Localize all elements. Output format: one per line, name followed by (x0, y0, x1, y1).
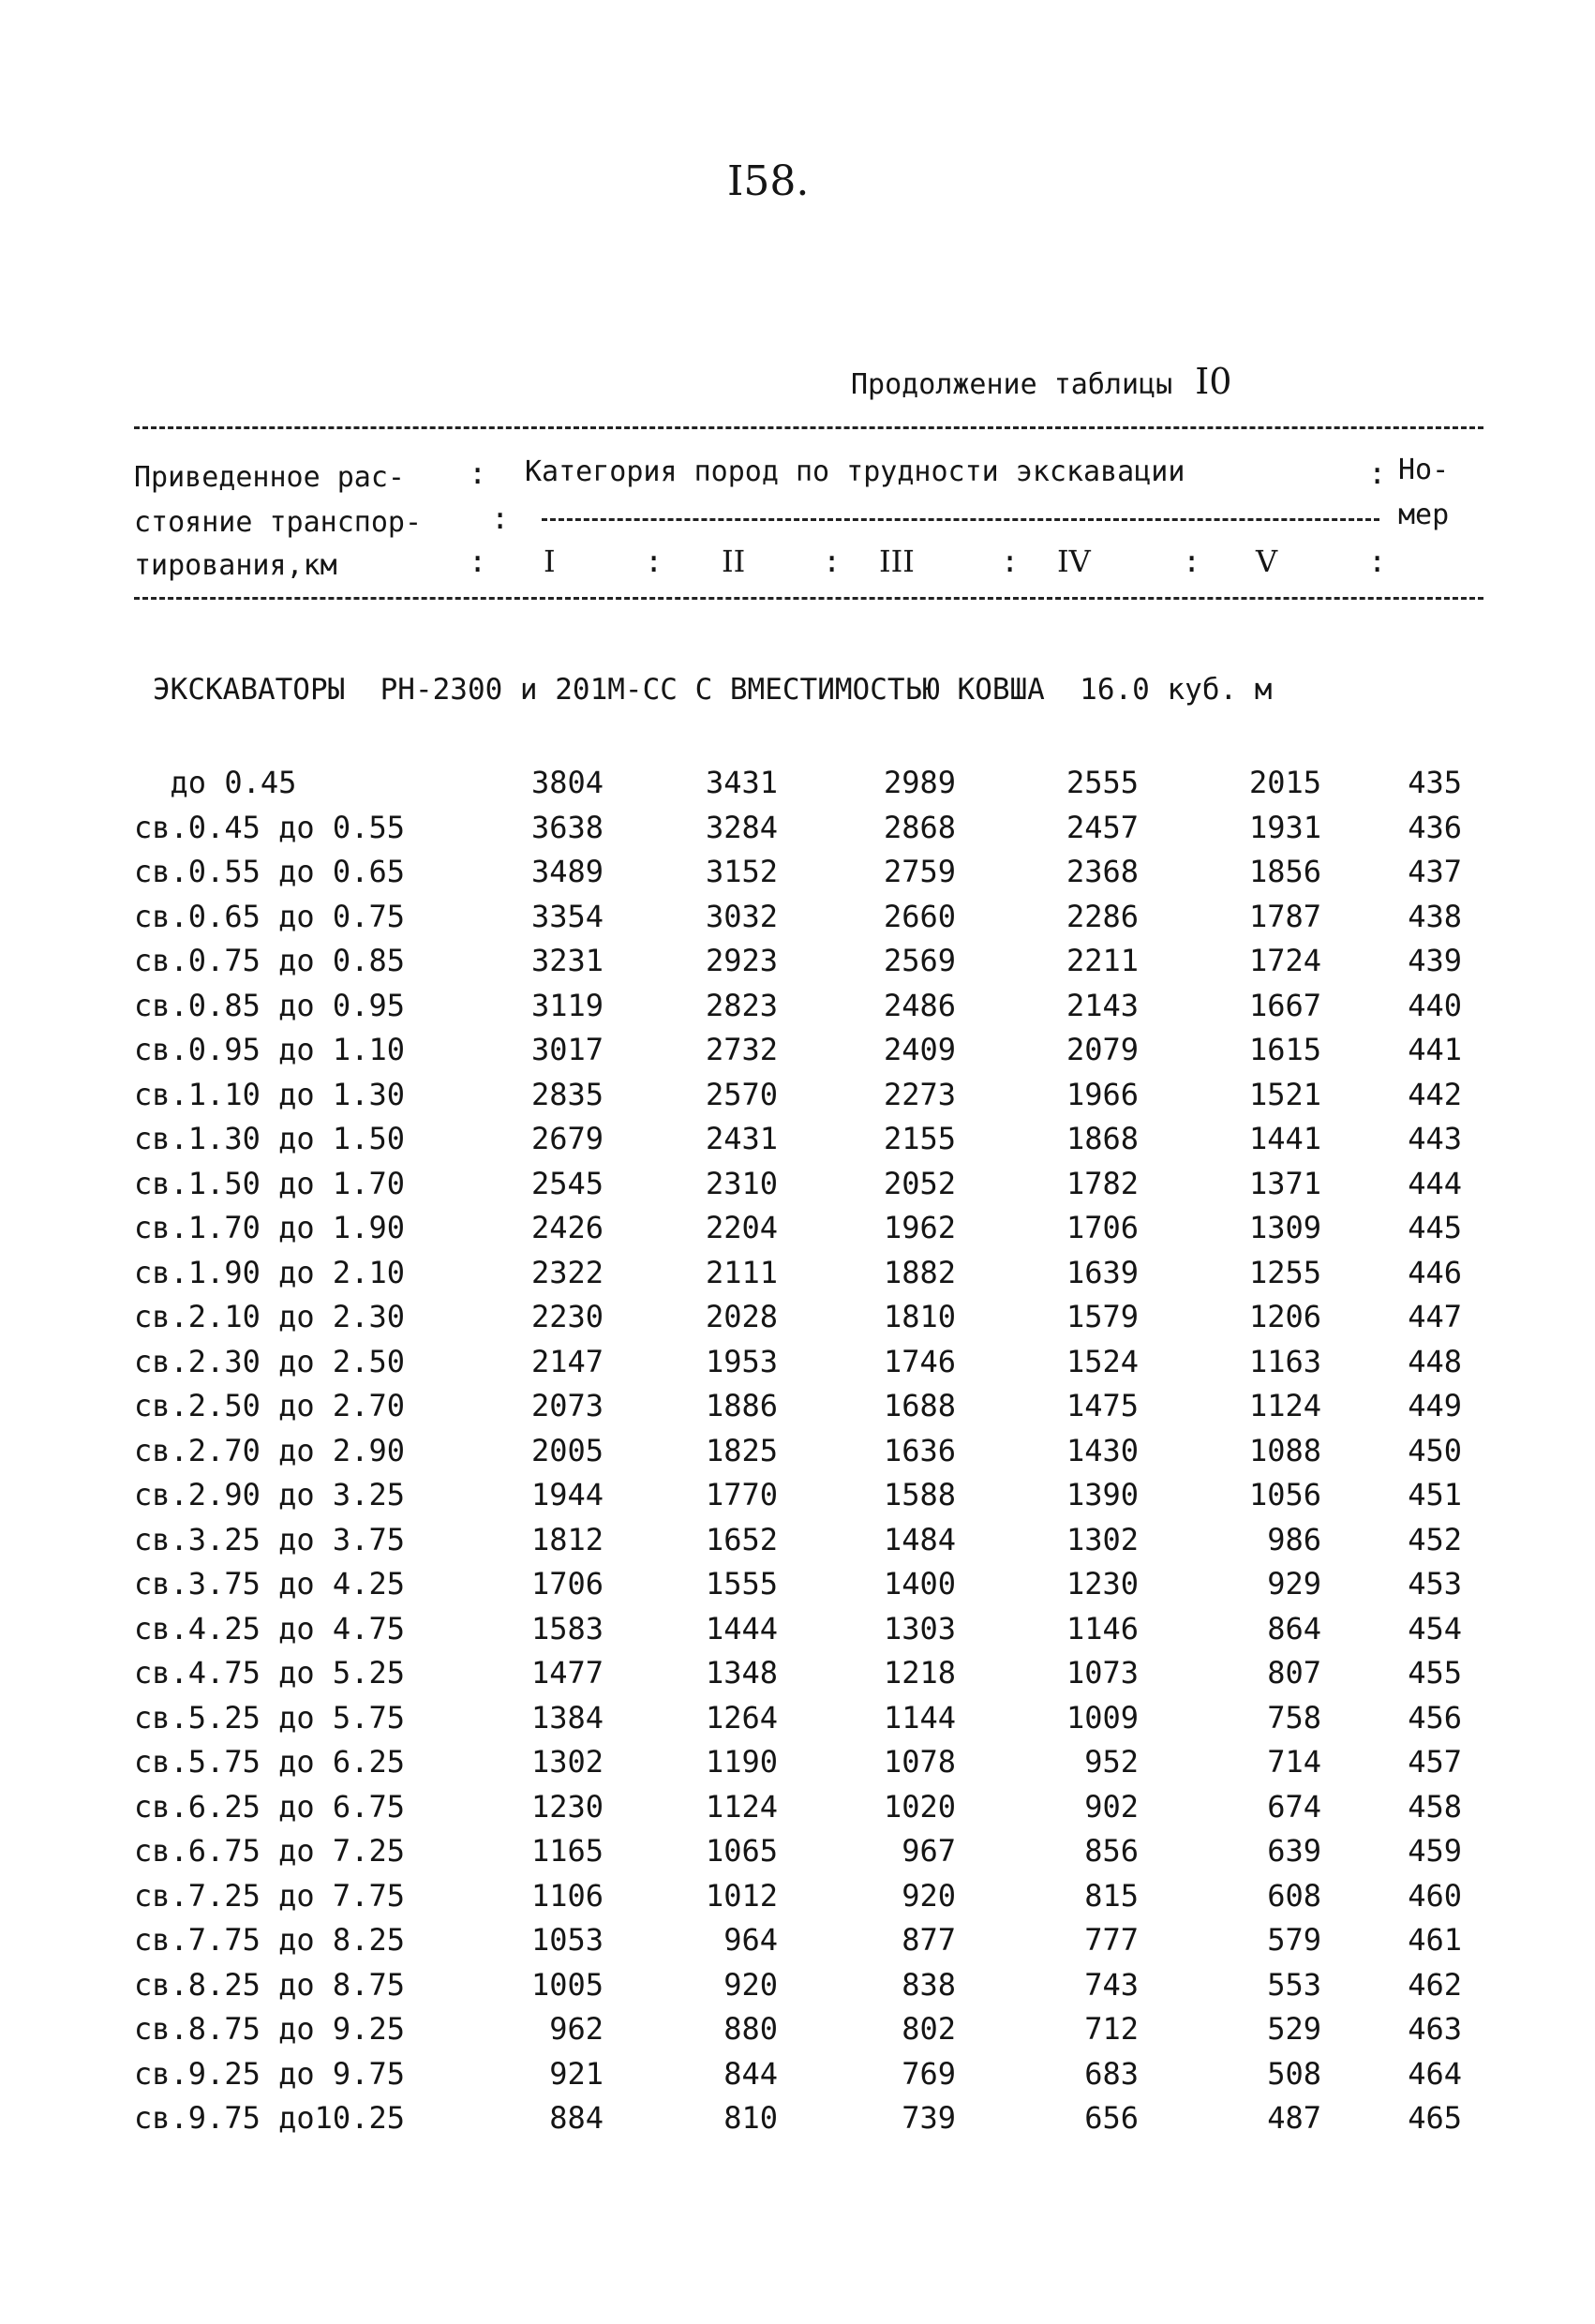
row-number-cell: 461 (1408, 1922, 1462, 1958)
row-number-cell: 460 (1408, 1877, 1462, 1914)
category-iii-cell: 1484 (883, 1521, 956, 1557)
category-iv-cell: 683 (1084, 2055, 1139, 2092)
category-v-cell: 1056 (1248, 1477, 1321, 1512)
distance-cell: св.1.10 до 1.30 (134, 1076, 405, 1112)
row-number-cell: 445 (1408, 1210, 1462, 1245)
category-ii-cell: 964 (723, 1922, 778, 1958)
category-ii-cell: 810 (723, 2100, 778, 2136)
distance-cell: св.2.30 до 2.50 (134, 1343, 405, 1379)
category-v-cell: 1856 (1248, 854, 1321, 889)
category-i-cell: 2426 (530, 1210, 604, 1245)
header-separator: : (491, 500, 510, 536)
table-row (0, 943, 1595, 988)
header-distance-line1: Приведенное рас- (134, 461, 405, 494)
category-i-cell: 2835 (530, 1076, 604, 1112)
header-bottom-rule (134, 597, 1483, 600)
category-i-cell: 3638 (530, 809, 604, 845)
row-number-cell: 465 (1408, 2100, 1462, 2136)
category-iv-cell: 2286 (1066, 898, 1139, 934)
category-i-cell: 884 (549, 2100, 604, 2136)
distance-cell: св.0.55 до 0.65 (134, 854, 405, 889)
category-ii-cell: 1190 (705, 1744, 778, 1780)
distance-cell: св.2.90 до 3.25 (134, 1477, 405, 1512)
category-ii-cell: 1065 (705, 1833, 778, 1869)
category-iv-cell: 1782 (1066, 1165, 1139, 1201)
row-number-cell: 448 (1408, 1343, 1462, 1379)
category-iv-cell: 1230 (1066, 1566, 1139, 1601)
category-iv-cell: 2143 (1066, 987, 1139, 1023)
category-v-cell: 639 (1267, 1833, 1321, 1869)
category-ii-cell: 1124 (705, 1788, 778, 1825)
category-ii-cell: 2923 (705, 943, 778, 978)
category-ii-cell: 880 (723, 2011, 778, 2047)
category-v-cell: 579 (1267, 1922, 1321, 1958)
category-iii-cell: 2989 (883, 765, 956, 800)
distance-cell: св.5.75 до 6.25 (134, 1744, 405, 1780)
header-number-line2: мер (1398, 499, 1450, 531)
category-iv-cell: 743 (1084, 1966, 1139, 2003)
distance-cell: св.2.50 до 2.70 (134, 1388, 405, 1423)
category-iii-cell: 739 (902, 2100, 956, 2136)
table-row (0, 1077, 1595, 1122)
category-i-cell: 1302 (530, 1744, 604, 1780)
header-number-line1: Но- (1398, 454, 1450, 486)
category-iv-cell: 1009 (1066, 1699, 1139, 1736)
category-iii-cell: 2569 (883, 943, 956, 978)
category-ii-cell: 2570 (705, 1076, 778, 1112)
table-row (0, 1388, 1595, 1433)
row-number-cell: 455 (1408, 1655, 1462, 1691)
category-i-cell: 2147 (530, 1343, 604, 1379)
row-number-cell: 457 (1408, 1744, 1462, 1780)
category-iii-cell: 2868 (883, 809, 956, 845)
header-category-iv: IV (1057, 544, 1091, 579)
category-v-cell: 487 (1267, 2100, 1321, 2136)
category-iv-cell: 1639 (1066, 1254, 1139, 1290)
category-iii-cell: 920 (902, 1877, 956, 1914)
row-number-cell: 449 (1408, 1388, 1462, 1423)
distance-cell: св.0.75 до 0.85 (134, 943, 405, 978)
distance-cell: св.8.75 до 9.25 (134, 2011, 405, 2047)
distance-cell: св.9.75 до10.25 (134, 2100, 405, 2136)
distance-cell: св.0.85 до 0.95 (134, 987, 405, 1023)
row-number-cell: 463 (1408, 2011, 1462, 2047)
caption-text: Продолжение таблицы (851, 368, 1173, 401)
category-iii-cell: 967 (902, 1833, 956, 1869)
category-iii-cell: 1020 (883, 1788, 956, 1825)
row-number-cell: 464 (1408, 2055, 1462, 2092)
header-category-ii: II (722, 544, 746, 579)
category-iii-cell: 1144 (883, 1699, 956, 1736)
distance-cell: св.2.10 до 2.30 (134, 1299, 405, 1334)
category-iv-cell: 1146 (1066, 1610, 1139, 1646)
distance-cell: св.6.25 до 6.75 (134, 1788, 405, 1825)
category-ii-cell: 1825 (705, 1432, 778, 1468)
row-number-cell: 450 (1408, 1432, 1462, 1468)
category-ii-cell: 2732 (705, 1032, 778, 1067)
header-distance-line3: тирования,км (134, 549, 337, 582)
category-iii-cell: 769 (902, 2055, 956, 2092)
category-v-cell: 807 (1267, 1655, 1321, 1691)
table-caption (851, 361, 1231, 402)
category-i-cell: 3119 (530, 987, 604, 1023)
table-row (0, 1611, 1595, 1656)
distance-cell: св.0.65 до 0.75 (134, 898, 405, 934)
table-row (0, 1922, 1595, 1967)
table-row (0, 1789, 1595, 1834)
category-v-cell: 929 (1267, 1566, 1321, 1601)
category-ii-cell: 1264 (705, 1699, 778, 1736)
category-iv-cell: 1302 (1066, 1521, 1139, 1557)
category-ii-cell: 844 (723, 2055, 778, 2092)
category-v-cell: 1441 (1248, 1121, 1321, 1156)
row-number-cell: 458 (1408, 1788, 1462, 1825)
category-i-cell: 3354 (530, 898, 604, 934)
table-row (0, 1833, 1595, 1878)
distance-cell: св.1.30 до 1.50 (134, 1121, 405, 1156)
category-i-cell: 1165 (530, 1833, 604, 1869)
category-v-cell: 608 (1267, 1877, 1321, 1914)
category-iv-cell: 856 (1084, 1833, 1139, 1869)
category-i-cell: 2005 (530, 1432, 604, 1468)
row-number-cell: 438 (1408, 898, 1462, 934)
table-row (0, 1210, 1595, 1255)
category-iv-cell: 2211 (1066, 943, 1139, 978)
category-ii-cell: 1444 (705, 1610, 778, 1646)
category-iii-cell: 2155 (883, 1121, 956, 1156)
category-i-cell: 3489 (530, 854, 604, 889)
category-iv-cell: 902 (1084, 1788, 1139, 1825)
row-number-cell: 440 (1408, 987, 1462, 1023)
category-i-cell: 962 (549, 2011, 604, 2047)
header-separator: : (1368, 544, 1387, 579)
table-row (0, 1255, 1595, 1300)
row-number-cell: 456 (1408, 1699, 1462, 1736)
table-row (0, 810, 1595, 855)
category-iii-cell: 1962 (883, 1210, 956, 1245)
category-v-cell: 1255 (1248, 1254, 1321, 1290)
category-i-cell: 2545 (530, 1165, 604, 1201)
row-number-cell: 452 (1408, 1521, 1462, 1557)
header-separator: : (823, 544, 842, 579)
category-ii-cell: 1012 (705, 1877, 778, 1914)
category-v-cell: 529 (1267, 2011, 1321, 2047)
row-number-cell: 454 (1408, 1610, 1462, 1646)
table-row (0, 1344, 1595, 1389)
row-number-cell: 443 (1408, 1121, 1462, 1156)
category-ii-cell: 1770 (705, 1477, 778, 1512)
category-i-cell: 921 (549, 2055, 604, 2092)
category-v-cell: 1309 (1248, 1210, 1321, 1245)
category-v-cell: 553 (1267, 1966, 1321, 2003)
row-number-cell: 439 (1408, 943, 1462, 978)
category-v-cell: 758 (1267, 1699, 1321, 1736)
category-ii-cell: 3152 (705, 854, 778, 889)
table-row (0, 1967, 1595, 2012)
distance-cell: св.9.25 до 9.75 (134, 2055, 405, 2092)
category-iv-cell: 1579 (1066, 1299, 1139, 1334)
row-number-cell: 437 (1408, 854, 1462, 889)
header-separator: : (1368, 455, 1387, 491)
distance-cell: св.2.70 до 2.90 (134, 1432, 405, 1468)
category-v-cell: 714 (1267, 1744, 1321, 1780)
category-v-cell: 864 (1267, 1610, 1321, 1646)
header-category-v: V (1256, 544, 1278, 579)
category-iii-cell: 1882 (883, 1254, 956, 1290)
distance-cell: св.6.75 до 7.25 (134, 1833, 405, 1869)
category-v-cell: 508 (1267, 2055, 1321, 2092)
category-ii-cell: 2028 (705, 1299, 778, 1334)
category-ii-cell: 2310 (705, 1165, 778, 1201)
category-iii-cell: 1303 (883, 1610, 956, 1646)
category-i-cell: 2230 (530, 1299, 604, 1334)
header-mid-rule (542, 518, 1379, 521)
category-ii-cell: 1953 (705, 1343, 778, 1379)
table-row (0, 1744, 1595, 1789)
category-ii-cell: 2431 (705, 1121, 778, 1156)
category-iv-cell: 1524 (1066, 1343, 1139, 1379)
category-iii-cell: 2273 (883, 1076, 956, 1112)
row-number-cell: 444 (1408, 1165, 1462, 1201)
table-row (0, 1121, 1595, 1166)
category-iii-cell: 1636 (883, 1432, 956, 1468)
table-row (0, 1878, 1595, 1923)
header-separator: : (1183, 544, 1201, 579)
caption-table-number: I0 (1195, 361, 1232, 402)
category-i-cell: 1005 (530, 1966, 604, 2003)
distance-cell: св.7.75 до 8.25 (134, 1922, 405, 1958)
category-iii-cell: 1078 (883, 1744, 956, 1780)
distance-cell: св.4.75 до 5.25 (134, 1655, 405, 1691)
category-iii-cell: 1810 (883, 1299, 956, 1334)
table-row (0, 1032, 1595, 1077)
category-v-cell: 1163 (1248, 1343, 1321, 1379)
category-i-cell: 1230 (530, 1788, 604, 1825)
category-ii-cell: 1652 (705, 1521, 778, 1557)
row-number-cell: 451 (1408, 1477, 1462, 1512)
header-separator: : (469, 455, 487, 491)
row-number-cell: 435 (1408, 765, 1462, 800)
header-category-i: I (544, 544, 556, 579)
table-row (0, 988, 1595, 1033)
category-i-cell: 1944 (530, 1477, 604, 1512)
category-v-cell: 1124 (1248, 1388, 1321, 1423)
category-v-cell: 1724 (1248, 943, 1321, 978)
category-v-cell: 1787 (1248, 898, 1321, 934)
table-row (0, 1477, 1595, 1522)
category-v-cell: 1521 (1248, 1076, 1321, 1112)
table-row (0, 2100, 1595, 2145)
category-i-cell: 3017 (530, 1032, 604, 1067)
distance-cell: св.0.45 до 0.55 (134, 809, 405, 845)
category-iii-cell: 838 (902, 1966, 956, 2003)
distance-cell: св.3.75 до 4.25 (134, 1566, 405, 1601)
category-iii-cell: 1746 (883, 1343, 956, 1379)
category-v-cell: 1931 (1248, 809, 1321, 845)
category-ii-cell: 2823 (705, 987, 778, 1023)
category-iii-cell: 2486 (883, 987, 956, 1023)
category-iv-cell: 1868 (1066, 1121, 1139, 1156)
category-iii-cell: 2052 (883, 1165, 956, 1201)
category-iv-cell: 1966 (1066, 1076, 1139, 1112)
category-iii-cell: 1218 (883, 1655, 956, 1691)
category-ii-cell: 3284 (705, 809, 778, 845)
table-row (0, 765, 1595, 810)
row-number-cell: 453 (1408, 1566, 1462, 1601)
distance-cell: св.5.25 до 5.75 (134, 1699, 405, 1736)
table-row (0, 1299, 1595, 1344)
category-iii-cell: 1588 (883, 1477, 956, 1512)
distance-cell: св.1.50 до 1.70 (134, 1165, 405, 1201)
category-i-cell: 2073 (530, 1388, 604, 1423)
table-row (0, 854, 1595, 899)
header-category: Категория пород по трудности экскавации (525, 455, 1185, 488)
table-row (0, 1522, 1595, 1567)
category-v-cell: 1371 (1248, 1165, 1321, 1201)
category-iii-cell: 877 (902, 1922, 956, 1958)
table-row (0, 2011, 1595, 2056)
category-ii-cell: 2204 (705, 1210, 778, 1245)
category-ii-cell: 1886 (705, 1388, 778, 1423)
category-i-cell: 1384 (530, 1699, 604, 1736)
category-iii-cell: 2759 (883, 854, 956, 889)
table-row (0, 1166, 1595, 1211)
category-iv-cell: 952 (1084, 1744, 1139, 1780)
row-number-cell: 462 (1408, 1966, 1462, 2003)
category-iv-cell: 2457 (1066, 809, 1139, 845)
category-iii-cell: 1688 (883, 1388, 956, 1423)
table-row (0, 2056, 1595, 2101)
category-iv-cell: 2079 (1066, 1032, 1139, 1067)
row-number-cell: 446 (1408, 1254, 1462, 1290)
category-iv-cell: 1430 (1066, 1432, 1139, 1468)
header-separator: : (469, 544, 487, 579)
header-separator: : (645, 544, 663, 579)
distance-cell: св.8.25 до 8.75 (134, 1966, 405, 2003)
category-iv-cell: 777 (1084, 1922, 1139, 1958)
category-i-cell: 2679 (530, 1121, 604, 1156)
row-number-cell: 459 (1408, 1833, 1462, 1869)
distance-cell: св.1.70 до 1.90 (134, 1210, 405, 1245)
category-v-cell: 1667 (1248, 987, 1321, 1023)
category-ii-cell: 3032 (705, 898, 778, 934)
category-iii-cell: 2409 (883, 1032, 956, 1067)
category-iv-cell: 1475 (1066, 1388, 1139, 1423)
category-iv-cell: 1706 (1066, 1210, 1139, 1245)
page-number: I58. (727, 157, 810, 205)
category-iv-cell: 2555 (1066, 765, 1139, 800)
row-number-cell: 442 (1408, 1076, 1462, 1112)
header-distance-line2: стояние транспор- (134, 506, 423, 539)
category-v-cell: 1206 (1248, 1299, 1321, 1334)
category-ii-cell: 1348 (705, 1655, 778, 1691)
category-iv-cell: 712 (1084, 2011, 1139, 2047)
row-number-cell: 447 (1408, 1299, 1462, 1334)
table-row (0, 899, 1595, 944)
table-row (0, 1655, 1595, 1700)
category-iii-cell: 802 (902, 2011, 956, 2047)
category-v-cell: 2015 (1248, 765, 1321, 800)
category-iv-cell: 1073 (1066, 1655, 1139, 1691)
row-number-cell: 441 (1408, 1032, 1462, 1067)
row-number-cell: 436 (1408, 809, 1462, 845)
category-i-cell: 1706 (530, 1566, 604, 1601)
distance-cell: св.0.95 до 1.10 (134, 1032, 405, 1067)
category-v-cell: 674 (1267, 1788, 1321, 1825)
category-i-cell: 3804 (530, 765, 604, 800)
table-row (0, 1566, 1595, 1611)
distance-cell: св.3.25 до 3.75 (134, 1521, 405, 1557)
category-ii-cell: 1555 (705, 1566, 778, 1601)
category-ii-cell: 2111 (705, 1254, 778, 1290)
category-i-cell: 3231 (530, 943, 604, 978)
category-iii-cell: 2660 (883, 898, 956, 934)
distance-cell: св.1.90 до 2.10 (134, 1254, 405, 1290)
category-v-cell: 1088 (1248, 1432, 1321, 1468)
category-iv-cell: 1390 (1066, 1477, 1139, 1512)
category-v-cell: 986 (1267, 1521, 1321, 1557)
table-row (0, 1433, 1595, 1478)
distance-cell: св.4.25 до 4.75 (134, 1610, 405, 1646)
category-i-cell: 1053 (530, 1922, 604, 1958)
distance-cell: св.7.25 до 7.75 (134, 1877, 405, 1914)
category-i-cell: 2322 (530, 1254, 604, 1290)
header-top-rule (134, 426, 1483, 429)
category-iii-cell: 1400 (883, 1566, 956, 1601)
category-i-cell: 1477 (530, 1655, 604, 1691)
category-ii-cell: 920 (723, 1966, 778, 2003)
header-separator: : (1001, 544, 1020, 579)
category-i-cell: 1583 (530, 1610, 604, 1646)
category-i-cell: 1812 (530, 1521, 604, 1557)
header-category-iii: III (879, 544, 915, 579)
distance-cell: до 0.45 (134, 765, 297, 800)
category-v-cell: 1615 (1248, 1032, 1321, 1067)
category-iv-cell: 656 (1084, 2100, 1139, 2136)
section-title: ЭКСКАВАТОРЫ PH-2300 и 201M-CC С ВМЕСТИМОСТЬЮ КОВША 16.0 куб. м (153, 673, 1273, 707)
category-i-cell: 1106 (530, 1877, 604, 1914)
category-iv-cell: 815 (1084, 1877, 1139, 1914)
table-row (0, 1700, 1595, 1745)
category-iv-cell: 2368 (1066, 854, 1139, 889)
category-ii-cell: 3431 (705, 765, 778, 800)
